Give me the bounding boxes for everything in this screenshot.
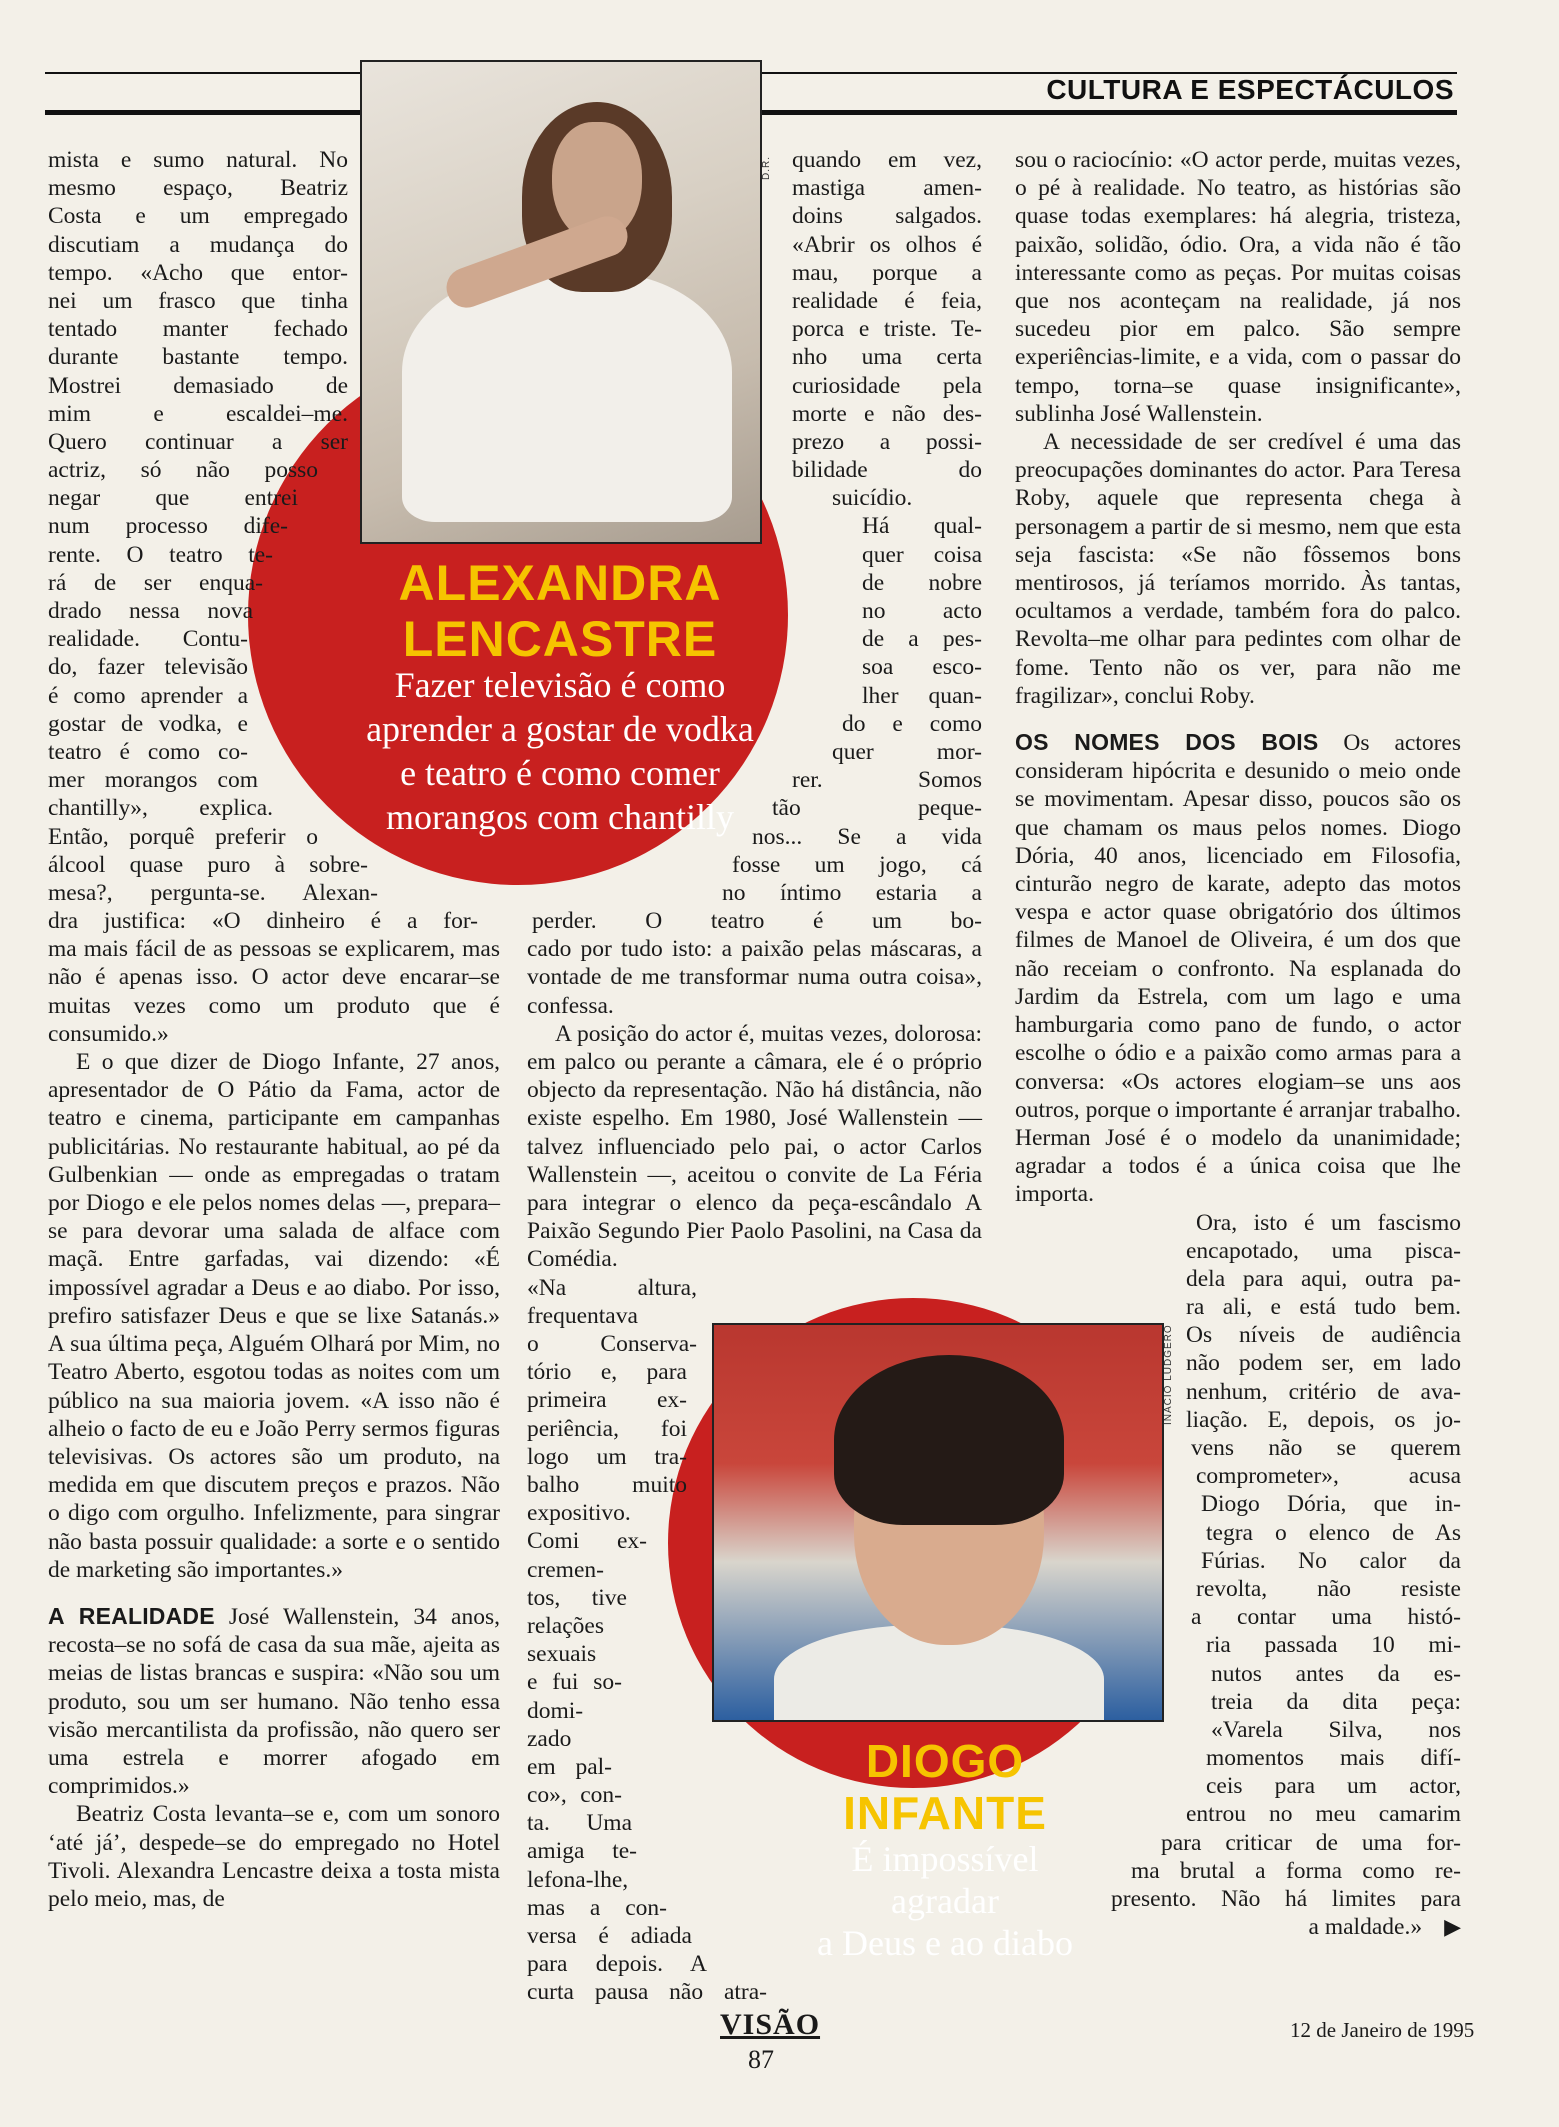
article-column-2 — [527, 146, 982, 2007]
text-line: Fúrias. No calor da — [1201, 1547, 1461, 1574]
text-line: primeira ex- — [527, 1387, 687, 1414]
text-line: a contar uma histó- — [1191, 1604, 1461, 1631]
text-line: drado nessa nova — [48, 598, 253, 624]
text-line: não podem ser, em lado — [1186, 1350, 1461, 1377]
text-line: dela para aqui, outra pa- — [1186, 1265, 1461, 1292]
text-line: mesmo espaço, Beatriz — [48, 175, 348, 202]
text-line: lefona-lhe, — [527, 1866, 629, 1893]
text-line: relações — [527, 1612, 604, 1639]
text-line: mim e escaldei–me. — [48, 400, 348, 427]
text-line: curiosidade pela — [792, 372, 982, 399]
paragraph: ma mais fácil de as pessoas se explicarem, mas não é apenas isso. O actor deve encarar–se muitas vezes como um produto que é consumido.» — [48, 936, 500, 1047]
text-line: momentos mais difí- — [1206, 1745, 1461, 1772]
text-line: mas a con- — [527, 1894, 667, 1921]
text-line: no acto — [862, 598, 982, 624]
page-number: 87 — [748, 2045, 774, 2074]
text-line: tentado manter fechado — [48, 316, 348, 343]
text-line: Os níveis de audiência — [1186, 1322, 1461, 1349]
paragraph: A REALIDADE José Wallenstein, 34 anos, recosta–se no sofá de casa da sua mãe, ajeita as meias de listas brancas e suspira: «Não sou um produto, sou um ser humano. Não tenho essa visão mercantilista da profissão, não quero ser uma estrela e morrer afogado em comprimidos.» — [48, 1602, 500, 1800]
text-line: Diogo Dória, que in- — [1201, 1491, 1461, 1518]
text-line: co», con- — [527, 1782, 622, 1809]
text-line: bilidade do — [792, 457, 982, 484]
text-line: actriz, só não posso — [48, 457, 318, 484]
paragraph: Beatriz Costa levanta–se e, com um sonoro ‘até já’, despede–se do empregado no Hotel Tivoli. Alexandra Lencastre deixa a tosta mista pelo meio, mas, de — [48, 1801, 500, 1912]
text-line: nos... Se a vida — [752, 823, 982, 850]
text-line: perder. O teatro é um bo- — [532, 908, 982, 935]
text-line: ria passada 10 mi- — [1206, 1632, 1461, 1659]
text-line: dra justifica: «O dinheiro é a for- — [48, 908, 478, 935]
text-line: do e como — [842, 710, 982, 737]
text-line: nenhum, critério de ava- — [1186, 1378, 1461, 1405]
text-line: ra ali, e está tudo bem. — [1186, 1294, 1461, 1321]
article-column-3 — [1015, 146, 1461, 1941]
text-line: mastiga amen- — [792, 175, 982, 202]
issue-date: 12 de Janeiro de 1995 — [1290, 2018, 1475, 2042]
feature-quote-alexandra: Fazer televisão é como aprender a gostar de vodka e teatro é como comer morangos com chantilly — [366, 665, 754, 837]
text-line: tório e, para — [527, 1359, 687, 1386]
text-line: comprometer», acusa — [1196, 1463, 1461, 1490]
text-line: tão peque- — [772, 795, 982, 822]
text-line: durante bastante tempo. — [48, 344, 348, 371]
article-end-arrow-icon: ▶ — [1444, 1914, 1461, 1940]
text-line: expositivo. — [527, 1500, 631, 1527]
text-line: «Varela Silva, nos — [1211, 1716, 1461, 1743]
text-line: porca e triste. Te- — [792, 316, 982, 343]
text-line: de nobre — [862, 569, 982, 596]
text-line: num processo dife- — [48, 513, 288, 540]
text-line: frequentava — [527, 1302, 638, 1329]
text-line: ceis para um actor, — [1206, 1773, 1461, 1800]
text-line: a maldade.» ▶ — [1308, 1914, 1461, 1941]
text-line: do, fazer televisão — [48, 654, 248, 681]
feature-name-diogo: DIOGO INFANTE — [843, 1735, 1047, 1839]
paragraph: cado por tudo isto: a paixão pelas máscaras, a vontade de me transformar numa outra coisa», confessa. — [527, 936, 982, 1019]
column-3-wrapped-lines — [1015, 1209, 1461, 1942]
text-line: cremen- — [527, 1556, 604, 1583]
text-line: «Na altura, — [527, 1274, 697, 1301]
text-line: no íntimo estaria a — [722, 879, 982, 906]
text-line: logo um tra- — [527, 1443, 687, 1470]
text-line: zado — [527, 1725, 572, 1752]
text-line: doins salgados. — [792, 203, 982, 230]
text-line: tempo. «Acho que entor- — [48, 259, 348, 286]
text-line: gostar de vodka, e — [48, 710, 248, 737]
text-line: o Conserva- — [527, 1331, 697, 1358]
text-line: mau, porque a — [792, 259, 982, 286]
text-line: rá de ser enqua- — [48, 569, 263, 596]
text-line: curta pausa não atra- — [527, 1979, 767, 2006]
photo-credit: INÁCIO LUDGERO — [1163, 1324, 1174, 1425]
feature-quote-diogo: É impossível agradar a Deus e ao diabo — [817, 1839, 1073, 1963]
paragraph: A necessidade de ser credível é uma das preocupações dominantes do actor. Para Teresa Roby, aquele que representa chega à personagem a partir de si mesmo, nem que esta seja fascista: «Se não fôssemos bons mentirosos, já teríamos morrido. Às tantas, ocultamos a verdade, também fora do palco. Revolta–me olhar para pedintes com olhar de fome. Tento não os ver, para não me fragilizar», conclui Roby. — [1015, 429, 1461, 709]
text-line: discutiam a mudança do — [48, 231, 348, 258]
paragraph: E o que dizer de Diogo Infante, 27 anos, apresentador de O Pátio da Fama, actor de teatro e cinema, participante em campanhas publicitárias. No restaurante habitual, ao pé da Gulbenkian — onde as empregadas o tratam por Diogo e ele pelos nomes delas —, prepara–se para devorar uma salada de alface com maçã. Entre garfadas, vai dizendo: «É impossível agradar a Deus e ao diabo. Por isso, prefiro satisfazer Deus e que se lixe Satanás.» A sua última peça, Alguém Olhará por Mim, no Teatro Aberto, esgotou todas as noites com um público na sua maioria jovem. «A isso não é alheio o facto de eu e João Perry sermos figuras televisivas. Os actores são um produto, na medida em que discutem preços e prazos. Não o digo com orgulho. Infelizmente, para singrar não basta possuir qualidade: a sorte e o sentido de marketing são importantes.» — [48, 1049, 500, 1583]
text-line: para criticar de uma for- — [1161, 1829, 1461, 1856]
text-line: realidade é feia, — [792, 287, 982, 314]
text-line: Há qual- — [862, 513, 982, 540]
text-line: tos, tive — [527, 1584, 627, 1611]
text-line: quando em vez, — [792, 147, 982, 173]
text-line: e fui so- — [527, 1669, 622, 1696]
text-line: soa esco- — [862, 654, 982, 681]
text-line: fosse um jogo, cá — [732, 851, 982, 878]
text-line: morte e não des- — [792, 400, 982, 427]
text-line: ma brutal a forma como re- — [1131, 1857, 1461, 1884]
text-line: tegra o elenco de As — [1206, 1519, 1461, 1546]
text-line: rer. Somos — [792, 767, 982, 794]
paragraph: sou o raciocínio: «O actor perde, muitas vezes, o pé à realidade. No teatro, as histórias são quase todas exemplares: há alegria, tristeza, paixão, solidão, ódio. Ora, a vida não é tão interessante como as peças. Por muitas coisas que nos aconteçam na realidade, já nos sucedeu pior em palco. São sempre experiências-limite, e a vida, com o passar do tempo, torna–se quase insignificante», sublinha José Wallenstein. — [1015, 147, 1461, 427]
text-line: rente. O teatro te- — [48, 541, 273, 568]
text-line: é como aprender a — [48, 682, 248, 709]
text-line: mer morangos com — [48, 767, 258, 794]
text-line: chantilly», explica. — [48, 795, 273, 822]
text-line: Mostrei demasiado de — [48, 372, 348, 399]
photo-credit: D.R. — [761, 156, 772, 180]
section-label: CULTURA E ESPECTÁCULOS — [1046, 74, 1454, 105]
text-line: periência, foi — [527, 1415, 687, 1442]
paragraph: A posição do actor é, muitas vezes, dolorosa: em palco ou perante a câmara, ele é o próprio objecto da representação. Não há distância, não existe espelho. Em 1980, José Wallenstein — talvez influenciado pelo pai, o actor Carlos Wallenstein —, aceitou o convite de La Féria para integrar o elenco da peça-escândalo A Paixão Segundo Pier Paolo Pasolini, na Casa da Comédia. — [527, 1020, 982, 1273]
text-line: liação. E, depois, os jo- — [1186, 1406, 1461, 1433]
subheading: A REALIDADE — [48, 1602, 215, 1629]
text-line: álcool quase puro à sobre- — [48, 851, 368, 878]
column-2-wrapped-lines — [527, 146, 982, 935]
text-line: quer coisa — [862, 541, 982, 568]
text-line: nho uma certa — [792, 344, 982, 371]
text-line: entrou no meu camarim — [1186, 1801, 1461, 1828]
magazine-logo: VISÃO — [720, 2008, 821, 2041]
text-line: nei um frasco que tinha — [48, 287, 348, 314]
text-line: lher quan- — [862, 682, 982, 709]
paragraph: OS NOMES DOS BOIS Os actores consideram hipócrita e desunido o meio onde se movimentam. Apesar disso, poucos são os que chamam os maus pelos nomes. Diogo Dória, 40 anos, licenciado em Filosofia, cinturão negro de karate, adepto das motos vespa e actor quase obrigatório dos últimos filmes de Manoel de Oliveira, é um dos que não receiam o confronto. Na esplanada do Jardim da Estrela, com um lago e uma hamburgaria como pano de fundo, o actor escolhe o ódio e a paixão como armas para a conversa: «Os actores elogiam–se uns aos outros, porque o importante é arranjar trabalho. Herman José é o modelo da unanimidade; agradar a todos é a única coisa que lhe importa. — [1015, 729, 1461, 1208]
text-line: balho muito — [527, 1472, 687, 1498]
text-line: Comi ex- — [527, 1528, 647, 1555]
text-line: mista e sumo natural. No — [48, 147, 348, 173]
article-column-1 — [48, 146, 500, 1913]
text-line: Costa e um empregado — [48, 203, 348, 230]
text-line: Ora, isto é um fascismo — [1196, 1209, 1461, 1236]
text-line: teatro é como co- — [48, 738, 248, 765]
text-line: em pal- — [527, 1753, 612, 1780]
text-line: vens não se querem — [1191, 1435, 1461, 1462]
text-line: Então, porquê preferir o — [48, 823, 318, 850]
text-line: quer mor- — [832, 738, 982, 765]
text-line: suicídio. — [832, 485, 913, 512]
text-line: treia da dita peça: — [1211, 1688, 1461, 1715]
text-line: versa é adiada — [527, 1923, 692, 1949]
text-line: realidade. Contu- — [48, 626, 248, 653]
text-line: para depois. A — [527, 1951, 707, 1978]
text-line: domi- — [527, 1697, 584, 1724]
text-line: nutos antes da es- — [1211, 1660, 1461, 1687]
text-line: negar que entrei — [48, 485, 298, 512]
text-line: prezo a possi- — [792, 428, 982, 455]
text-line: revolta, não resiste — [1196, 1575, 1461, 1602]
text-line: de a pes- — [862, 626, 982, 653]
column-1-wrapped-lines — [48, 146, 500, 935]
text-line: encapotado, uma pisca- — [1186, 1237, 1461, 1264]
text-line: mesa?, pergunta-se. Alexan- — [48, 879, 378, 906]
feature-name-alexandra: ALEXANDRA LENCASTRE — [398, 555, 722, 667]
subheading: OS NOMES DOS BOIS — [1015, 729, 1319, 756]
text-line: amiga te- — [527, 1838, 637, 1865]
text-line: Quero continuar a ser — [48, 428, 348, 455]
text-line: sexuais — [527, 1641, 597, 1668]
text-line: presento. Não há limites para — [1111, 1886, 1461, 1913]
text-line: «Abrir os olhos é — [792, 231, 982, 258]
text-line: ta. Uma — [527, 1810, 632, 1837]
column-2-wrapped-lines-bottom — [527, 1274, 982, 2007]
